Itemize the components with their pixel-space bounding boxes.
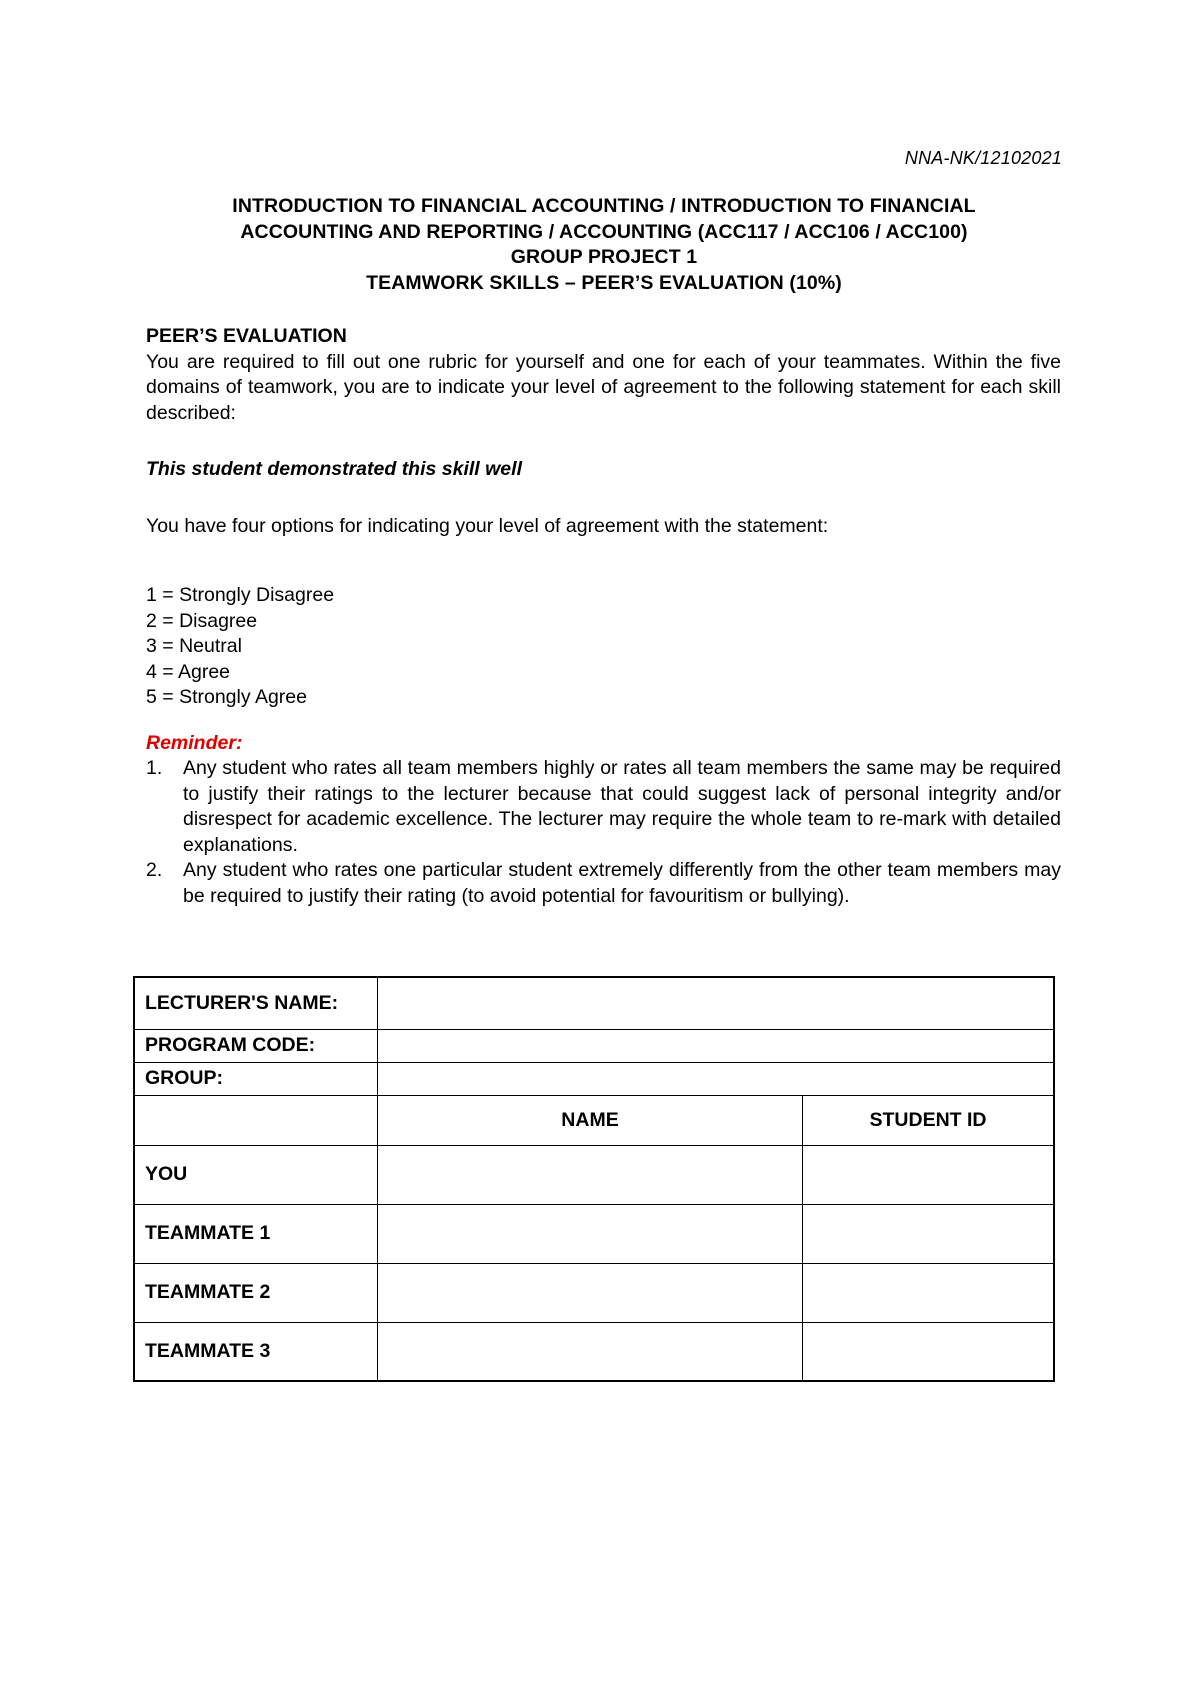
reminder-heading: Reminder: <box>146 731 243 754</box>
teammate-3-student-id-field[interactable] <box>803 1322 1055 1381</box>
evaluation-statement: This student demonstrated this skill well <box>146 458 522 480</box>
title-line-3: GROUP PROJECT 1 <box>510 246 698 268</box>
you-student-id-field[interactable] <box>803 1145 1055 1204</box>
reminder-item <box>146 756 1061 858</box>
title-line-2: ACCOUNTING AND REPORTING / ACCOUNTING (ACC117 / ACC106 / ACC100) <box>240 220 968 243</box>
lecturer-name-field[interactable] <box>378 977 1055 1029</box>
header-blank-cell <box>134 1095 378 1145</box>
teammate-3-name-field[interactable] <box>378 1322 803 1381</box>
teammate-2-name-field[interactable] <box>378 1263 803 1322</box>
rating-scale-item: 3 = Neutral <box>146 635 242 657</box>
reminder-text: Any student who rates all team members highly or rates all team members the same may be required to justify their ratings to the lecturer because that could suggest lack of personal integrity and/or disrespect for academic excellence. The lecturer may require the whole team to re-mark with detailed explanations. <box>183 757 1061 856</box>
title-line-4: TEAMWORK SKILLS – PEER’S EVALUATION (10%) <box>366 271 842 294</box>
table-row <box>134 1145 1054 1204</box>
teammate-1-name-field[interactable] <box>378 1204 803 1263</box>
table-row <box>134 1204 1054 1263</box>
table-row <box>134 1062 1054 1095</box>
document-title <box>146 194 1062 296</box>
table-row <box>134 1029 1054 1062</box>
rating-scale-item: 4 = Agree <box>146 660 231 683</box>
section-heading: PEER’S EVALUATION <box>146 325 347 347</box>
table-header-row <box>134 1095 1054 1145</box>
you-name-field[interactable] <box>378 1145 803 1204</box>
row-label-teammate-1: TEAMMATE 1 <box>134 1204 378 1263</box>
table-row <box>134 977 1054 1029</box>
row-label-teammate-3: TEAMMATE 3 <box>134 1322 378 1381</box>
table-row <box>134 1263 1054 1322</box>
reminder-item <box>146 858 1061 909</box>
row-label-you: YOU <box>134 1145 378 1204</box>
reminder-list <box>146 756 1061 909</box>
reminder-number: 2. <box>146 859 163 881</box>
program-code-field[interactable] <box>378 1029 1055 1062</box>
lecturer-name-label: LECTURER'S NAME: <box>134 977 378 1029</box>
document-body <box>146 324 1061 909</box>
teammate-2-student-id-field[interactable] <box>803 1263 1055 1322</box>
teammate-1-student-id-field[interactable] <box>803 1204 1055 1263</box>
reminder-text: Any student who rates one particular student extremely differently from the other team members may be required to justify their rating (to avoid potential for favouritism or bullying). <box>183 859 1061 907</box>
options-intro: You have four options for indicating your level of agreement with the statement: <box>146 514 829 537</box>
name-column-header: NAME <box>378 1095 803 1145</box>
row-label-teammate-2: TEAMMATE 2 <box>134 1263 378 1322</box>
group-field[interactable] <box>378 1062 1055 1095</box>
document-reference: NNA-NK/12102021 <box>904 148 1062 168</box>
rating-scale-item: 1 = Strongly Disagree <box>146 584 335 606</box>
table-row <box>134 1322 1054 1381</box>
rating-scale-item: 5 = Strongly Agree <box>146 686 307 708</box>
rating-scale-list <box>146 583 1061 711</box>
intro-paragraph: You are required to fill out one rubric for yourself and one for each of your teammates. Within the five domains of teamwork, you are to indicate your level of agreement to the following statement for each skill described: <box>146 350 1061 424</box>
reminder-number: 1. <box>146 757 163 779</box>
student-info-table <box>133 976 1055 1382</box>
title-line-1: INTRODUCTION TO FINANCIAL ACCOUNTING / INTRODUCTION TO FINANCIAL <box>232 195 976 217</box>
student-id-column-header: STUDENT ID <box>803 1095 1055 1145</box>
rating-scale-item: 2 = Disagree <box>146 609 258 632</box>
group-label: GROUP: <box>134 1062 378 1095</box>
program-code-label: PROGRAM CODE: <box>134 1029 378 1062</box>
